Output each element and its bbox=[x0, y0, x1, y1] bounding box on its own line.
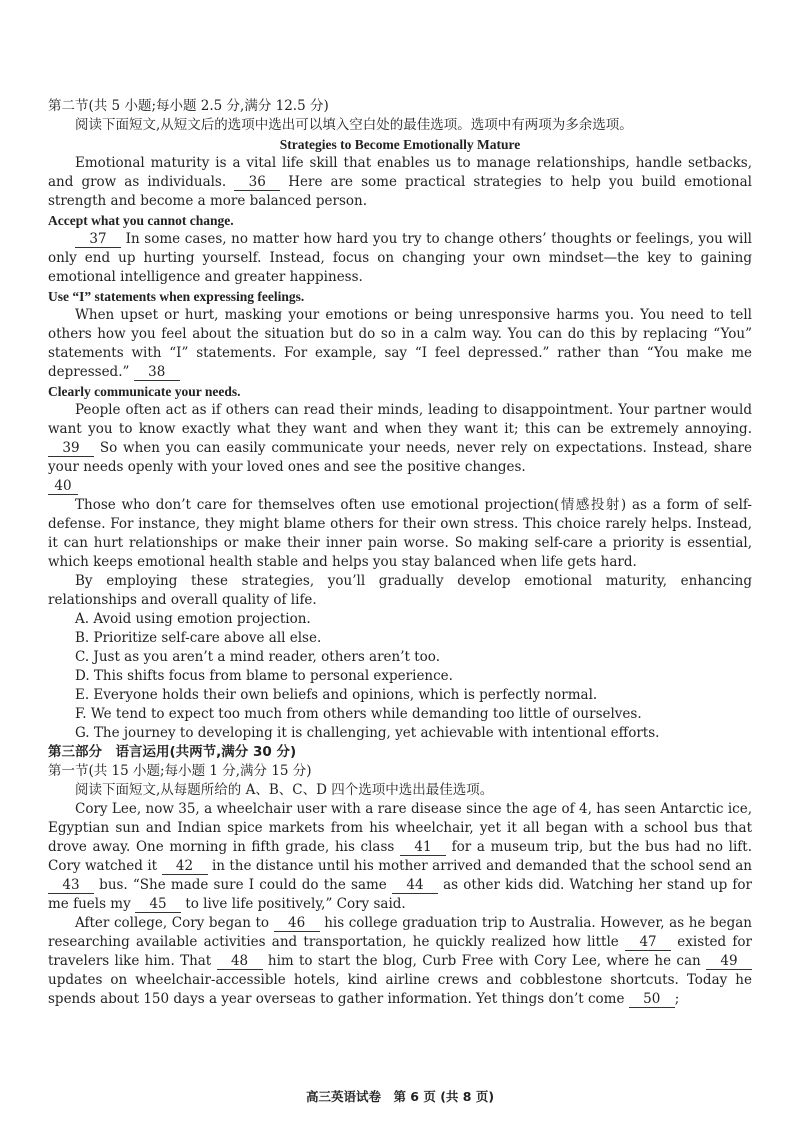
option-d: D. This shifts focus from blame to personal experience. bbox=[75, 668, 453, 684]
paragraph-communicate bbox=[48, 401, 752, 477]
cloze-text: bus. “She made sure I could do the same bbox=[99, 877, 387, 893]
section-two-instruction: 阅读下面短文,从短文后的选项中选出可以填入空白处的最佳选项。选项中有两项为多余选项。 bbox=[75, 117, 633, 133]
cloze-text: updates on wheelchair-accessible hotels, kind airline crews and cobblestone shortcuts. Today he spends about 150 days a year overseas to gather information. Yet things don’t come bbox=[48, 972, 752, 1007]
part-three-instruction: 阅读下面短文,从每题所给的 A、B、C、D 四个选项中选出最佳选项。 bbox=[75, 782, 494, 798]
blank-50: 50 bbox=[629, 992, 675, 1008]
heading-i-statements: Use “I” statements when expressing feelings. bbox=[48, 289, 305, 304]
paragraph-conclusion: By employing these strategies, you’ll gradually develop emotional maturity, enhancing relationships and overall quality of life. bbox=[48, 573, 752, 608]
blank-38: 38 bbox=[134, 365, 180, 381]
intro-text-a: Emotional maturity is a vital life skill that enables us to manage relationships, handle setbacks, and grow as individuals. bbox=[48, 155, 752, 190]
cloze-text: to live life positively,” Cory said. bbox=[185, 896, 406, 912]
part-three-sub-header: 第一节(共 15 小题;每小题 1 分,满分 15 分) bbox=[48, 763, 312, 779]
cloze-text: existed for travelers like him. That bbox=[48, 934, 753, 969]
passage-title: Strategies to Become Emotionally Mature bbox=[279, 137, 521, 152]
blank-42: 42 bbox=[162, 859, 208, 875]
options-list bbox=[48, 610, 752, 743]
cloze-text: ; bbox=[674, 991, 680, 1007]
paragraph-accept-text: In some cases, no matter how hard you try to change others’ thoughts or feelings, you will only end up hurting yourself. Instead, focus on changing your own mindset—the key to gaining emotional intelligence and greater happiness. bbox=[48, 231, 752, 285]
blank-40-line bbox=[48, 477, 752, 496]
option-b: B. Prioritize self-care above all else. bbox=[75, 630, 322, 646]
blank-43: 43 bbox=[48, 878, 94, 894]
cloze-paragraph-2 bbox=[48, 914, 752, 1009]
blank-44: 44 bbox=[392, 878, 438, 894]
blank-46: 46 bbox=[274, 916, 320, 932]
option-a: A. Avoid using emotion projection. bbox=[75, 611, 311, 627]
cloze-text: for a museum trip, but the bus had no lift. Cory watched it bbox=[48, 839, 752, 874]
passage-intro bbox=[48, 154, 752, 211]
blank-49: 49 bbox=[706, 954, 752, 970]
option-f: F. We tend to expect too much from others while demanding too little of ourselves. bbox=[75, 706, 642, 722]
cloze-text: him to start the blog, Curb Free with Cory Lee, where he can bbox=[267, 953, 701, 969]
paragraph-communicate-text-b: So when you can easily communicate your needs, never rely on expectations. Instead, share your needs openly with your loved ones and see the positive changes. bbox=[48, 440, 752, 475]
paragraph-i-statements-text: When upset or hurt, masking your emotions or being unresponsive harms you. You need to tell others how you feel about the situation but do so in a calm way. You can do this by replacing “You” statements with “I” statements. For example, say “I feel depressed.” rather than “You make me depressed.” bbox=[48, 307, 752, 380]
cloze-paragraph-1 bbox=[48, 800, 752, 914]
part-three-header: 第三部分 语言运用(共两节,满分 30 分) bbox=[48, 744, 297, 760]
blank-48: 48 bbox=[217, 954, 263, 970]
paragraph-self-care: Those who don’t care for themselves often use emotional projection(情感投射) as a form of self-defense. For instance, they might blame others for their own stress. This choice rarely helps. Instead, it can hurt relationships or make their inner pain worse. So making self-care a priority is essential, which keeps emotional health stable and helps you stay balanced when life gets hard. bbox=[48, 497, 752, 570]
option-c: C. Just as you aren’t a mind reader, others aren’t too. bbox=[75, 649, 440, 665]
cloze-text: Cory Lee, now 35, a wheelchair user with a rare disease since the age of 4, has seen Antarctic ice, Egyptian sun and Indian spice markets from his wheelchair, yet it all began with a school bus that drove away. One morning in fifth grade, his class bbox=[48, 801, 752, 855]
blank-45: 45 bbox=[135, 897, 181, 913]
paragraph-communicate-text-a: People often act as if others can read their minds, leading to disappointment. Your partner would want you to know exactly what they want and when they want it; this can be extremely annoying. bbox=[48, 402, 752, 437]
cloze-text: in the distance until his mother arrived and demanded that the school send an bbox=[211, 858, 752, 874]
blank-40: 40 bbox=[48, 479, 78, 495]
option-g: G. The journey to developing it is challenging, yet achievable with intentional efforts. bbox=[75, 725, 660, 741]
cloze-text: his college graduation trip to Australia. However, as he began researching available activities and transportation, he quickly realized how little bbox=[48, 915, 753, 950]
cloze-text: as other kids did. Watching her stand up for me fuels my bbox=[48, 877, 752, 912]
blank-41: 41 bbox=[400, 840, 446, 856]
page-footer: 高三英语试卷 第 6 页 (共 8 页) bbox=[305, 1089, 495, 1104]
heading-accept: Accept what you cannot change. bbox=[48, 213, 234, 228]
intro-text-b: Here are some practical strategies to help you build emotional strength and become a more balanced person. bbox=[48, 174, 752, 209]
section-two-header: 第二节(共 5 小题;每小题 2.5 分,满分 12.5 分) bbox=[48, 98, 329, 114]
paragraph-i-statements bbox=[48, 306, 752, 382]
blank-36: 36 bbox=[234, 175, 280, 191]
paragraph-accept bbox=[48, 230, 752, 287]
heading-communicate: Clearly communicate your needs. bbox=[48, 384, 241, 399]
blank-37: 37 bbox=[75, 232, 121, 248]
cloze-text: After college, Cory began to bbox=[75, 915, 270, 931]
option-e: E. Everyone holds their own beliefs and opinions, which is perfectly normal. bbox=[75, 687, 598, 703]
blank-47: 47 bbox=[625, 935, 671, 951]
blank-39: 39 bbox=[48, 441, 94, 457]
